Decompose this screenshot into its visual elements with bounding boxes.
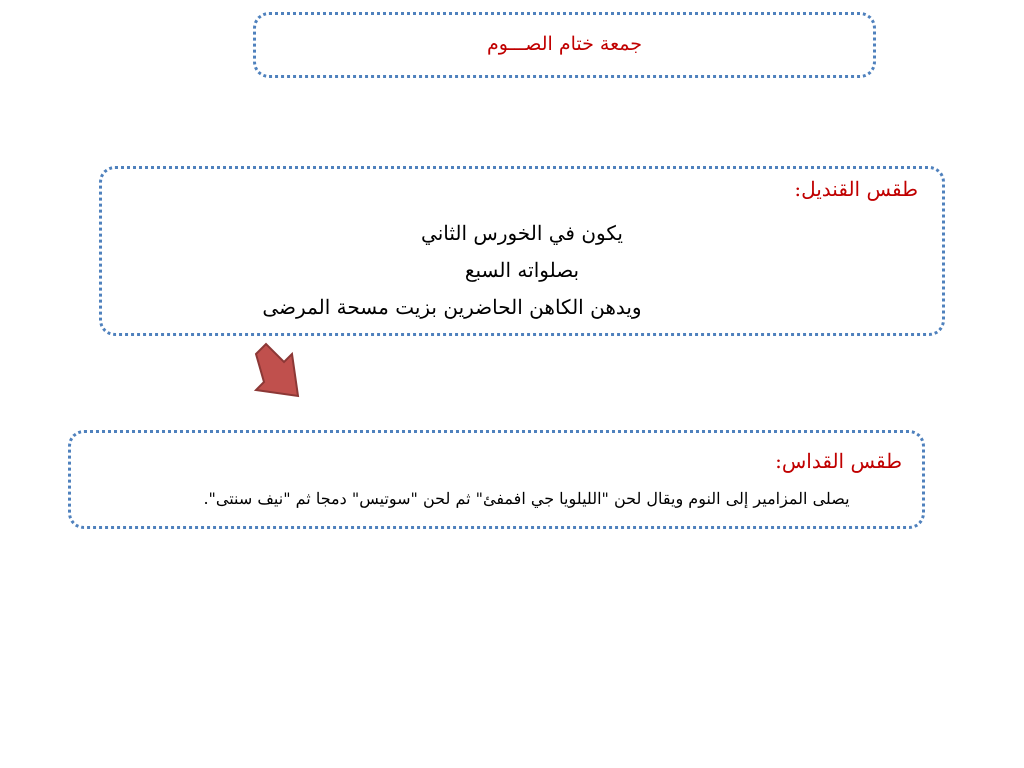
down-right-arrow-icon — [250, 338, 306, 400]
mass-rite-heading: طقس القداس: — [775, 449, 902, 473]
mass-rite-box — [68, 430, 925, 529]
lamp-rite-line-3: ويدهن الكاهن الحاضرين بزيت مسحة المرضى — [262, 295, 642, 319]
lamp-rite-line-2: بصلواته السبع — [464, 258, 580, 282]
lamp-rite-box — [99, 166, 945, 336]
mass-rite-text: يصلى المزامير إلى النوم ويقال لحن "الليلويا جي افمفئ" ثم لحن "سوتيس" دمجا ثم "نيف سنتى". — [203, 489, 850, 508]
title-box — [253, 12, 876, 78]
lamp-rite-lines — [102, 215, 942, 326]
lamp-rite-heading: طقس القنديل: — [794, 177, 918, 201]
lamp-rite-line-1: يكون في الخورس الثاني — [421, 221, 623, 245]
page-title: جمعة ختام الصـــوم — [486, 33, 642, 55]
